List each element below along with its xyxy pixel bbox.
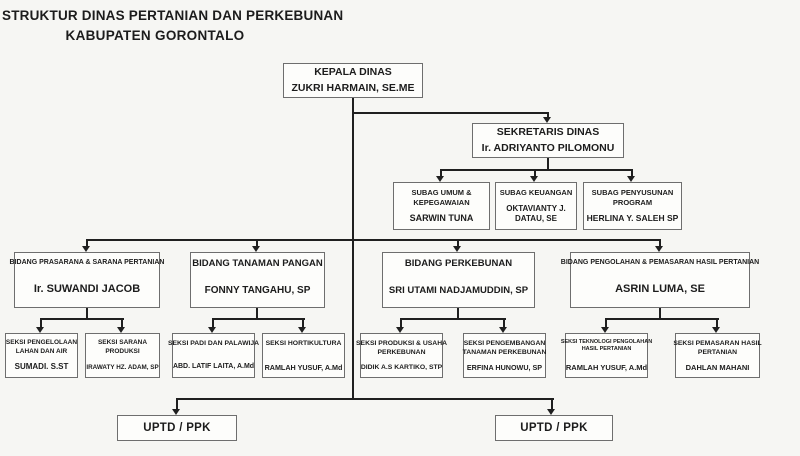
uptd-left-label: UPTD / PPK (143, 422, 211, 434)
seksi-padi-role: SEKSI PADI DAN PALAWIJA (167, 340, 260, 347)
kepala-dinas-name: ZUKRI HARMAIN, SE.ME (291, 81, 415, 94)
seksi-pengelolaan-role: SEKSI PENGELOLAAN LAHAN DAN AIR (5, 339, 78, 355)
node-seksi-pengelolaan-lahan-air (5, 333, 78, 378)
node-kepala-dinas (283, 63, 423, 98)
seksi-teknologi-role: SEKSI TEKNOLOGI PENGOLAHAN HASIL PERTANIAN (560, 339, 653, 353)
page-title (2, 8, 344, 43)
connector-bidang-row (87, 239, 661, 241)
connector-stub-seksi1b (121, 318, 123, 327)
seksi-pemasaran-name: DAHLAN MAHANI (685, 362, 750, 372)
subag-umum-name: SARWIN TUNA (409, 212, 474, 223)
connector-to-sekretaris (352, 112, 549, 114)
node-seksi-produksi-usaha-perkebunan (356, 333, 448, 378)
sekretaris-role: SEKRETARIS DINAS (496, 125, 600, 138)
subag-umum-role: SUBAG UMUM & KEPEGAWAIAN (411, 188, 472, 208)
bidang-prasarana-name: Ir. SUWANDI JACOB (33, 283, 141, 296)
connector-stub-seksi4a (605, 318, 607, 327)
seksi-hortikultura-name: RAMLAH YUSUF, A.Md (264, 363, 343, 372)
seksi-produksi-usaha-name: DIDIK A.S KARTIKO, STP (360, 363, 443, 371)
connector-seksi-row4 (606, 318, 719, 320)
node-subag-keuangan (495, 182, 577, 230)
bidang-perkebunan-name: SRI UTAMI NADJAMUDDIN, SP (388, 285, 529, 297)
seksi-teknologi-name: RAMLAH YUSUF, A.Md (565, 362, 648, 372)
bidang-tanaman-pangan-role: BIDANG TANAMAN PANGAN (192, 258, 323, 269)
node-subag-penyusunan-program (583, 182, 682, 230)
seksi-produksi-usaha-role: SEKSI PRODUKSI & USAHA PERKEBUNAN (356, 340, 448, 357)
bidang-tanaman-pangan-name: FONNY TANGAHU, SP (204, 284, 311, 296)
connector-uptd-row (177, 398, 554, 400)
connector-seksi-row1 (41, 318, 124, 320)
connector-stub-seksi1a (40, 318, 42, 327)
node-seksi-pengembangan-tanaman (463, 333, 546, 378)
subag-program-role: SUBAG PENYUSUNAN PROGRAM (591, 188, 674, 208)
node-uptd-ppk-right (495, 415, 613, 441)
node-sekretaris-dinas (472, 123, 624, 158)
seksi-sarana-role: SEKSI SARANA PRODUKSI (97, 339, 148, 355)
bidang-perkebunan-role: BIDANG PERKEBUNAN (404, 258, 513, 269)
node-uptd-ppk-left (117, 415, 237, 441)
connector-stub-seksi3b (503, 318, 505, 327)
page-title-line1: STRUKTUR DINAS PERTANIAN DAN PERKEBUNAN (2, 8, 344, 23)
seksi-padi-name: ABD. LATIF LAITA, A.Md (172, 363, 255, 371)
sekretaris-name: Ir. ADRIYANTO PILOMONU (481, 141, 615, 154)
subag-keuangan-name: OKTAVIANTY J. DATAU, SE (506, 204, 566, 223)
subag-program-name: HERLINA Y. SALEH SP (586, 213, 679, 224)
bidang-prasarana-role: BIDANG PRASARANA & SARANA PERTANIAN (9, 259, 165, 266)
node-seksi-hortikultura (262, 333, 345, 378)
uptd-right-label: UPTD / PPK (520, 422, 588, 434)
connector-stub-seksi4b (716, 318, 718, 327)
node-seksi-pemasaran-hasil (675, 333, 760, 378)
seksi-sarana-name: IRAWATY HZ. ADAM, SP (86, 364, 159, 372)
connector-stub-seksi2a (212, 318, 214, 327)
page-title-line2: KABUPATEN GORONTALO (65, 28, 245, 43)
seksi-hortikultura-role: SEKSI HORTIKULTURA (265, 340, 342, 347)
node-seksi-padi-palawija (167, 333, 260, 378)
node-bidang-tanaman-pangan (190, 252, 325, 308)
seksi-pemasaran-role: SEKSI PEMASARAN HASIL PERTANIAN (673, 340, 762, 357)
subag-keuangan-role: SUBAG KEUANGAN (499, 188, 573, 197)
node-seksi-teknologi-pengolahan (560, 333, 653, 378)
bidang-pengolahan-role: BIDANG PENGOLAHAN & PEMASARAN HASIL PERTANIAN (560, 259, 760, 266)
node-seksi-sarana-produksi (85, 333, 160, 378)
node-bidang-perkebunan (382, 252, 535, 308)
seksi-pengembangan-role: SEKSI PENGEMBANGAN TANAMAN PERKEBUNAN (462, 340, 547, 357)
seksi-pengelolaan-name: SUMADI. S.ST (14, 362, 69, 371)
bidang-pengolahan-name: ASRIN LUMA, SE (615, 283, 705, 296)
connector-stub-seksi3a (400, 318, 402, 327)
connector-subag-row (441, 169, 633, 171)
kepala-dinas-role: KEPALA DINAS (314, 65, 392, 78)
node-bidang-pengolahan-pemasaran (560, 252, 760, 308)
connector-seksi-row2 (213, 318, 305, 320)
connector-seksi-row3 (401, 318, 506, 320)
connector-stub-seksi2b (302, 318, 304, 327)
seksi-pengembangan-name: ERFINA HUNOWU, SP (466, 363, 543, 372)
connector-trunk (352, 98, 354, 400)
node-subag-umum-kepegawaian (393, 182, 490, 230)
node-bidang-prasarana-sarana (9, 252, 165, 308)
